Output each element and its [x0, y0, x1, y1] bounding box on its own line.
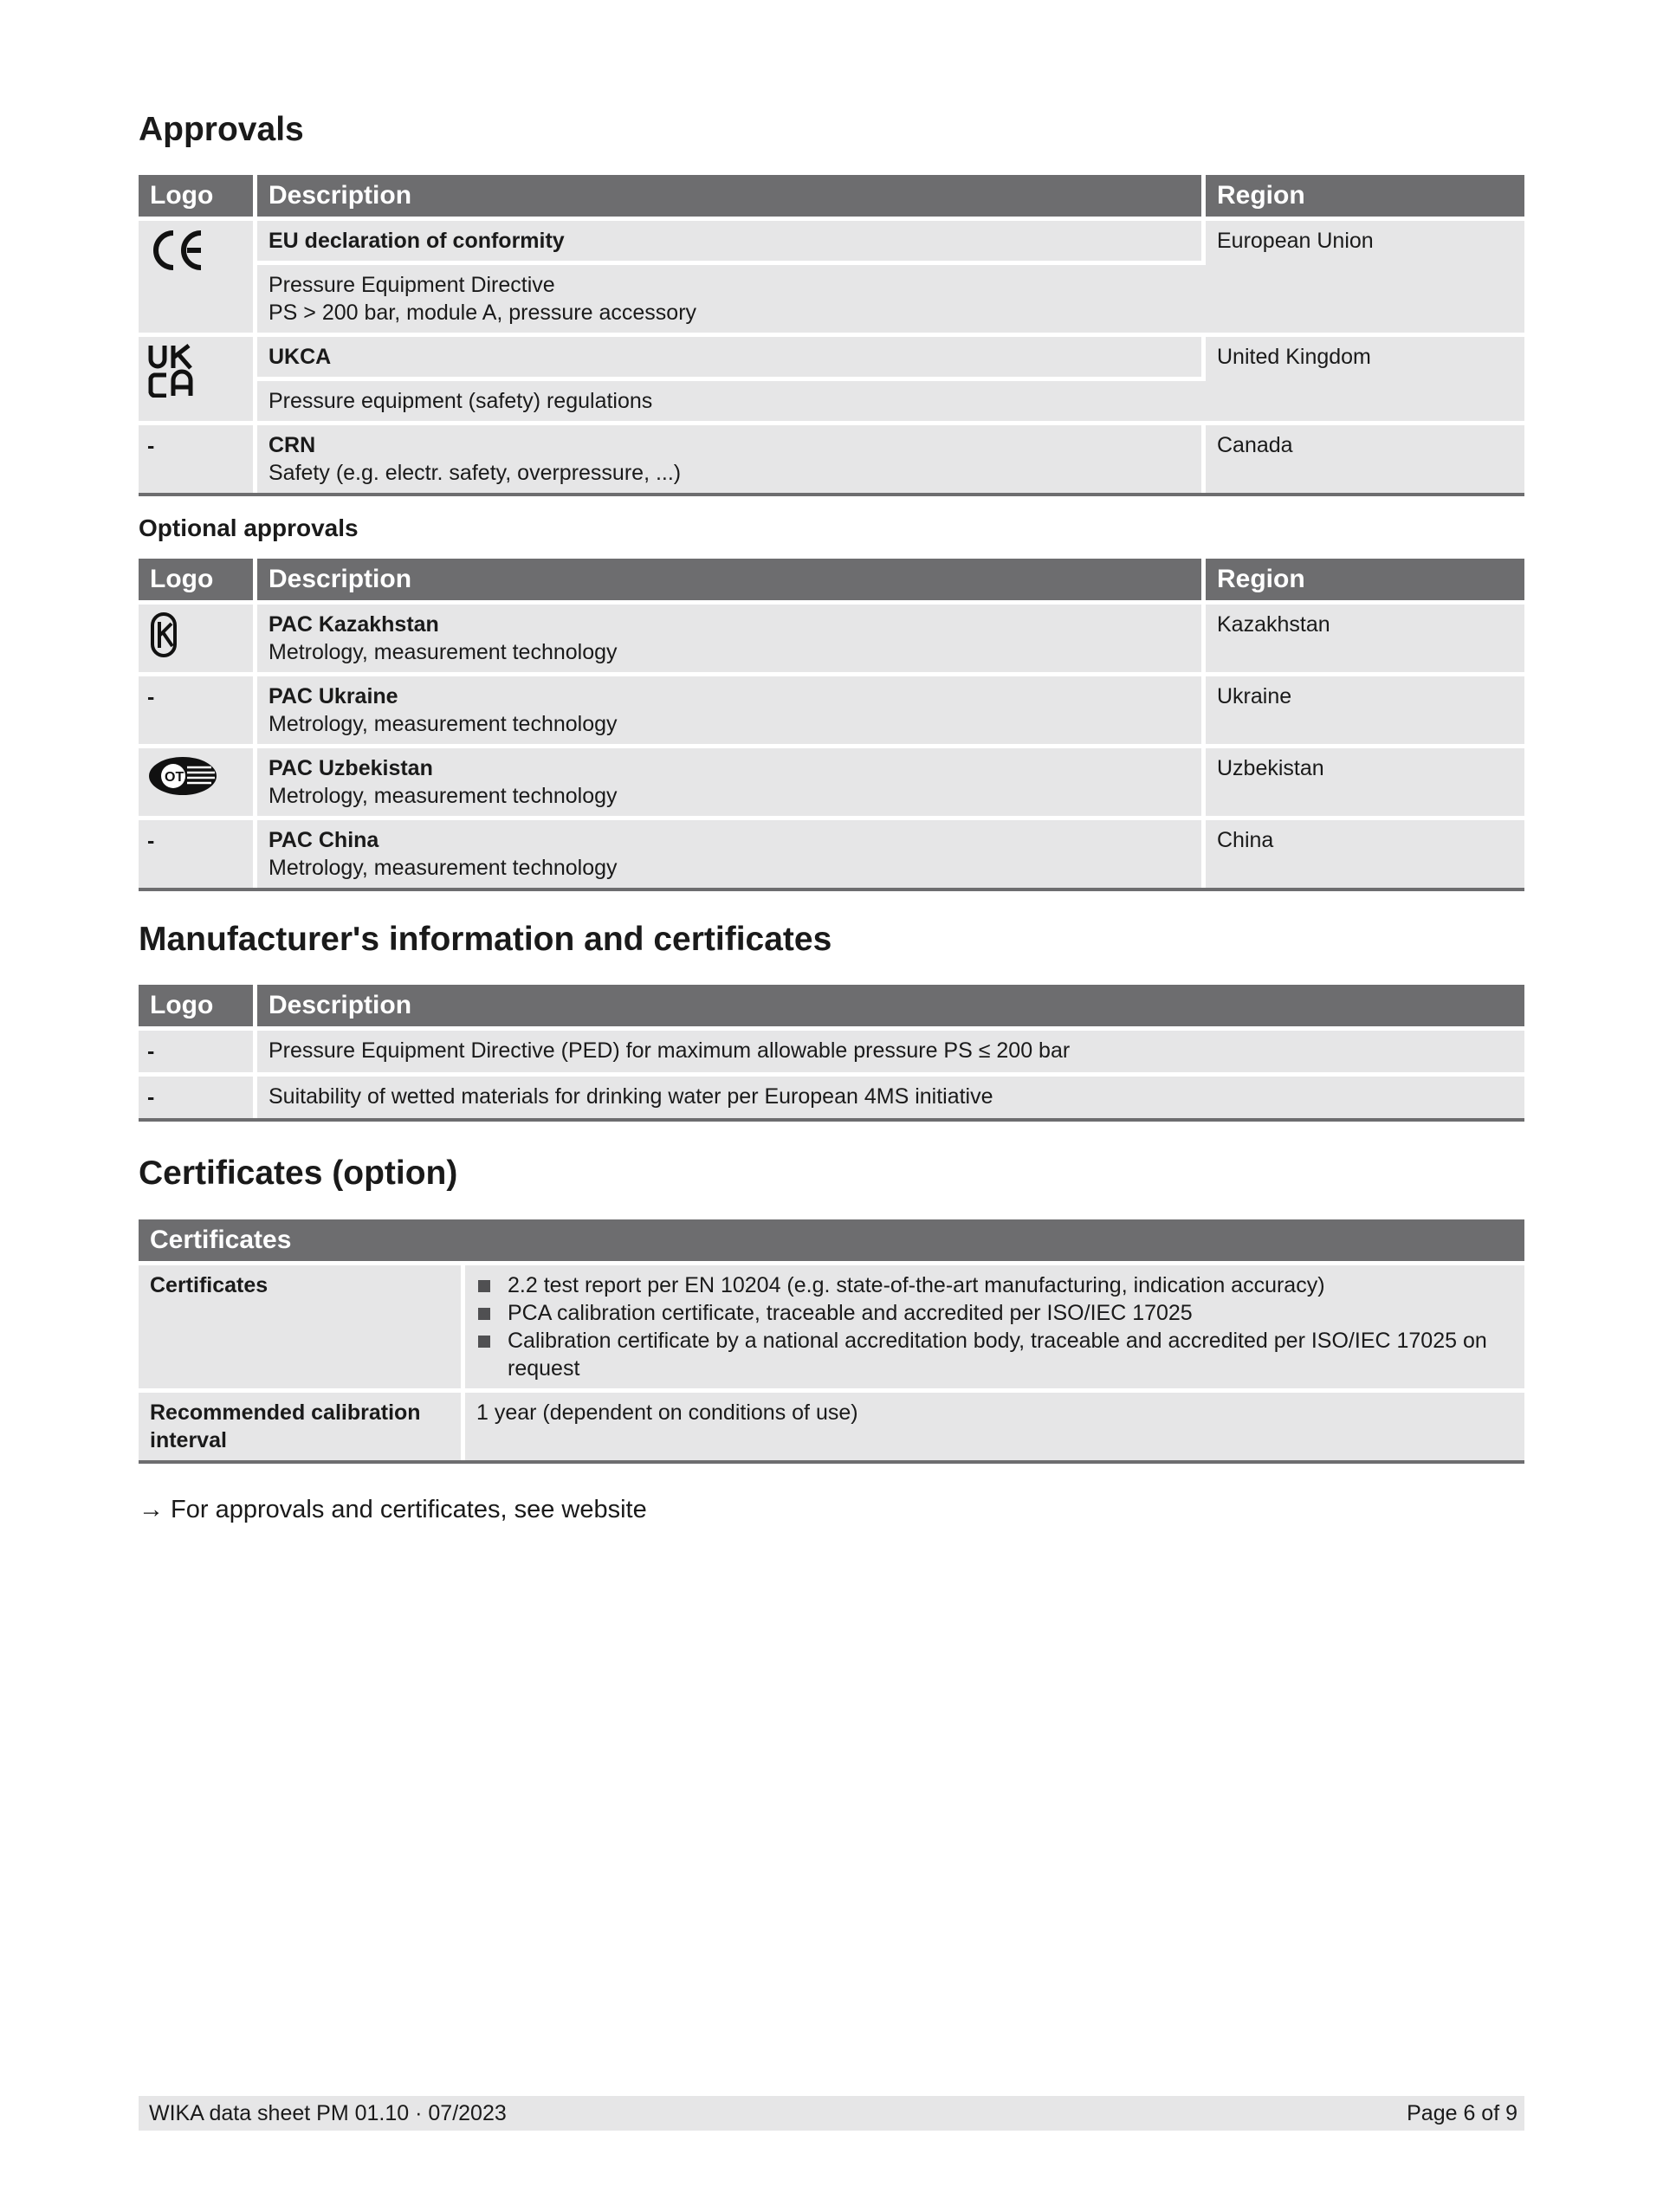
certificates-header: Certificates [139, 1219, 1524, 1261]
table-row [139, 744, 1524, 816]
footer-page-number: Page 6 of 9 [1407, 2101, 1517, 2125]
approval-desc-ce-detail [257, 261, 1206, 333]
approval-region: Ukraine [1206, 672, 1524, 744]
svg-text:OT: OT [165, 770, 184, 785]
optional-desc [257, 600, 1206, 672]
manufacturer-desc: Pressure Equipment Directive (PED) for maximum allowable pressure PS ≤ 200 bar [257, 1026, 1524, 1072]
manufacturer-header-description: Description [257, 985, 1524, 1026]
approval-title: PAC Kazakhstan [269, 612, 439, 637]
kazakhstan-mark-icon [147, 611, 182, 658]
calibration-interval-value: 1 year (dependent on conditions of use) [465, 1388, 1524, 1460]
certificates-table [139, 1219, 1524, 1464]
approval-region: China [1206, 816, 1524, 888]
logo-cell: - [139, 672, 257, 744]
approval-desc-ukca-title [257, 333, 1206, 377]
manufacturer-desc: Suitability of wetted materials for drinking water per European 4MS initiative [257, 1072, 1524, 1118]
logo-cell: - [139, 421, 257, 493]
logo-cell [139, 333, 257, 421]
table-row [139, 600, 1524, 672]
certificates-label: Certificates [139, 1261, 465, 1388]
logo-cell [139, 600, 257, 672]
table-row [139, 217, 1524, 261]
approval-title: CRN [269, 433, 316, 457]
optional-header-description: Description [257, 559, 1206, 600]
footer-document-id: WIKA data sheet PM 01.10 · 07/2023 [149, 2101, 507, 2125]
page-footer [139, 2096, 1524, 2131]
approvals-header-region: Region [1206, 175, 1524, 217]
logo-cell [139, 217, 257, 333]
manufacturer-table [139, 985, 1524, 1122]
table-row [139, 1026, 1524, 1072]
approval-title: PAC China [269, 828, 379, 852]
approval-desc-ukca-detail: Pressure equipment (safety) regulations [257, 377, 1206, 421]
approvals-title: Approvals [139, 111, 304, 148]
approvals-header-description: Description [257, 175, 1206, 217]
approval-desc-ce-title [257, 217, 1206, 261]
website-note: → For approvals and certificates, see website [139, 1496, 647, 1523]
optional-header-region: Region [1206, 559, 1524, 600]
optional-approvals-title: Optional approvals [139, 514, 359, 541]
logo-cell: - [139, 1026, 257, 1072]
certificates-title: Certificates (option) [139, 1155, 458, 1192]
approval-desc-line: Metrology, measurement technology [269, 856, 618, 880]
table-row [139, 333, 1524, 377]
list-item: Calibration certificate by a national accreditation body, traceable and accredited per ISO/IEC 17025 on request [476, 1327, 1513, 1382]
approval-desc-line: Safety (e.g. electr. safety, overpressure, ...) [269, 461, 682, 485]
approval-desc-line: Pressure Equipment Directive [269, 273, 555, 297]
manufacturer-header-logo: Logo [139, 985, 257, 1026]
approval-title: UKCA [269, 345, 332, 369]
approval-desc-line: Metrology, measurement technology [269, 784, 618, 808]
uzbekistan-mark-icon [147, 755, 218, 797]
logo-cell: - [139, 1072, 257, 1118]
calibration-interval-label: Recommended calibration interval [139, 1388, 465, 1460]
approval-region: Canada [1206, 421, 1524, 493]
ukca-mark-icon [147, 344, 196, 398]
approval-region: Kazakhstan [1206, 600, 1524, 672]
table-row [139, 672, 1524, 744]
logo-cell: - [139, 816, 257, 888]
table-row [139, 421, 1524, 493]
approval-title: PAC Ukraine [269, 684, 398, 708]
certificates-list [476, 1271, 1513, 1382]
approvals-header-logo: Logo [139, 175, 257, 217]
table-row [139, 816, 1524, 888]
approval-region: Uzbekistan [1206, 744, 1524, 816]
ce-mark-icon [147, 228, 208, 273]
approval-region: United Kingdom [1206, 333, 1524, 421]
certificates-list-cell [465, 1261, 1524, 1388]
logo-cell [139, 744, 257, 816]
table-row [139, 1072, 1524, 1118]
approval-desc-line: Metrology, measurement technology [269, 712, 618, 736]
approval-title: PAC Uzbekistan [269, 756, 433, 780]
list-item: 2.2 test report per EN 10204 (e.g. state-of-the-art manufacturing, indication accuracy) [476, 1271, 1513, 1299]
table-row [139, 1261, 1524, 1388]
approval-desc-crn [257, 421, 1206, 493]
optional-desc [257, 672, 1206, 744]
optional-approvals-table [139, 559, 1524, 891]
approval-region: European Union [1206, 217, 1524, 333]
approval-desc-line: PS > 200 bar, module A, pressure accessory [269, 301, 697, 325]
manufacturer-title: Manufacturer's information and certificates [139, 921, 832, 958]
optional-header-logo: Logo [139, 559, 257, 600]
approval-title: EU declaration of conformity [269, 229, 565, 253]
table-row [139, 1388, 1524, 1460]
optional-desc [257, 816, 1206, 888]
list-item: PCA calibration certificate, traceable and accredited per ISO/IEC 17025 [476, 1299, 1513, 1327]
approvals-table [139, 175, 1524, 496]
optional-desc [257, 744, 1206, 816]
approval-desc-line: Metrology, measurement technology [269, 640, 618, 664]
